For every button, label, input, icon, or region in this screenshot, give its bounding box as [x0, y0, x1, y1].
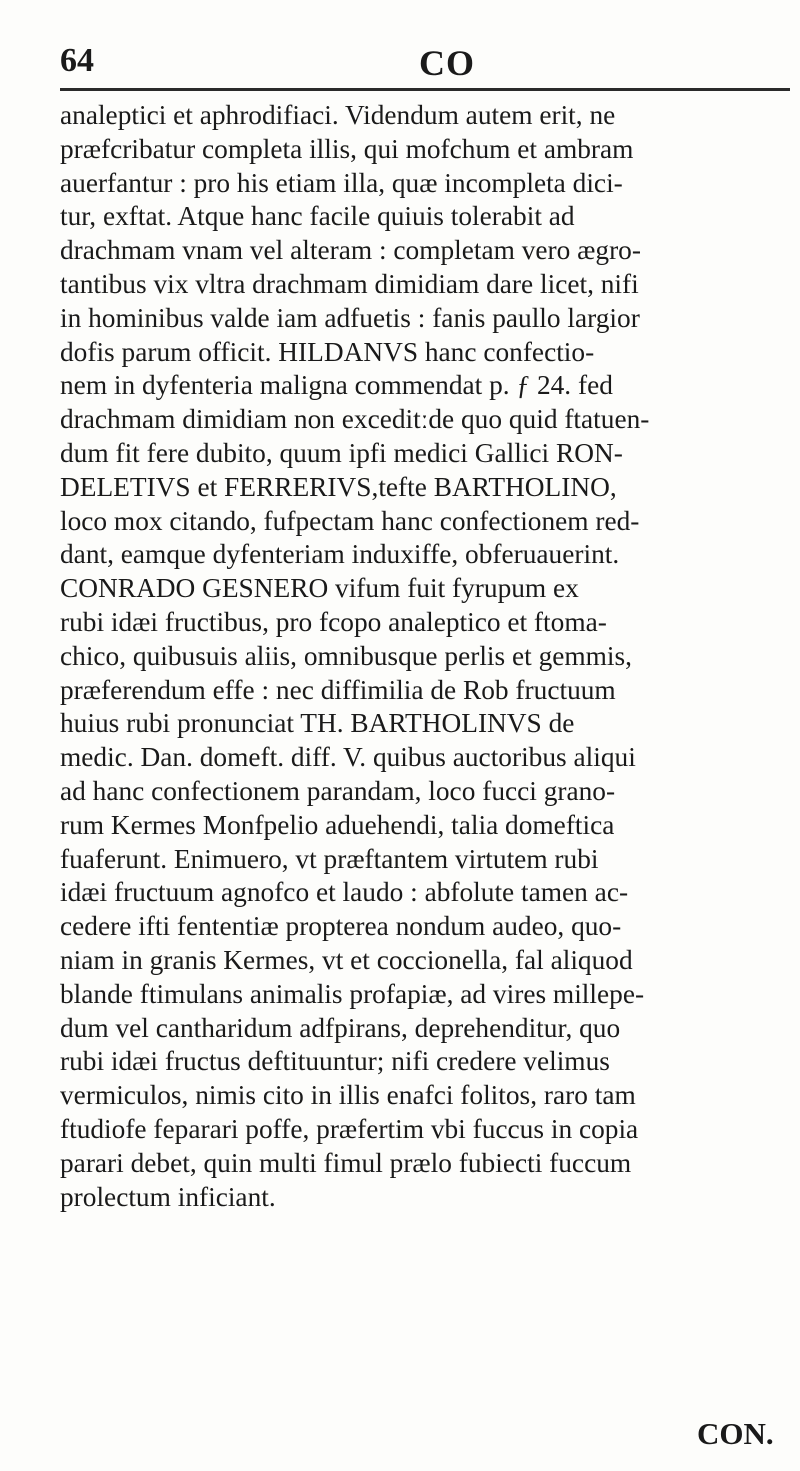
- running-head: CO: [419, 43, 475, 83]
- text-line: fuaferunt. Enimuero, vt præftantem virtutem rubi: [60, 842, 599, 874]
- text-line: rubi idæi fructus deftituuntur; nifi credere velimus: [60, 1045, 610, 1077]
- text-line: præferendum effe : nec diffimilia de Rob fructuum: [60, 673, 616, 705]
- text-line: drachmam dimidiam non exceditːde quo quid ftatuen-: [60, 403, 650, 435]
- text-line: parari debet, quin multi fimul prælo fubiecti fuccum: [60, 1146, 632, 1178]
- text-line: præfcribatur completa illis, qui mofchum et ambram: [60, 132, 634, 164]
- text-line: dum vel cantharidum adfpirans, deprehenditur, quo: [60, 1011, 621, 1043]
- text-line: chico, quibusuis aliis, omnibusque perlis et gemmis,: [60, 639, 633, 671]
- text-line: tur, exftat. Atque hanc facile quiuis tolerabit ad: [60, 200, 575, 232]
- text-line: vermiculos, nimis cito in illis enafci folitos, raro tam: [60, 1079, 636, 1111]
- text-line: ftudiofe feparari poffe, præfertim vbi fuccus in copia: [60, 1112, 639, 1144]
- text-line: loco mox citando, fufpectam hanc confectionem red-: [60, 504, 640, 536]
- text-line: niam in granis Kermes, vt et coccionella, fal aliquod: [60, 943, 633, 975]
- text-line: rum Kermes Monfpelio aduehendi, talia domeftica: [60, 808, 615, 840]
- catchword: CON.: [697, 1416, 774, 1451]
- body-text: [60, 98, 792, 1213]
- header-rule: [60, 88, 790, 91]
- text-line: medic. Dan. domeft. diff. V. quibus auctoribus aliqui: [60, 741, 636, 773]
- text-line: prolectum inficiant.: [60, 1180, 276, 1212]
- text-line: analeptici et aphrodifiaci. Videndum autem erit, ne: [60, 99, 616, 130]
- text-line: idæi fructuum agnofco et laudo : abfolute tamen ac-: [60, 876, 629, 908]
- page-header: [60, 42, 790, 94]
- text-line: rubi idæi fructibus, pro fcopo analeptico et ftoma-: [60, 605, 607, 637]
- text-line: in hominibus valde iam adfuetis : fanis paullo largior: [60, 301, 640, 333]
- text-line: tantibus vix vltra drachmam dimidiam dare licet, nifi: [60, 267, 639, 299]
- text-line: blande ftimulans animalis profapiæ, ad vires millepe-: [60, 977, 645, 1009]
- text-line: dant, eamque dyfenteriam induxiffe, obferuauerint.: [60, 538, 620, 570]
- text-line: nem in dyfenteria maligna commendat p. ƒ 24. fed: [60, 369, 613, 401]
- text-line: cedere ifti fententiæ propterea nondum audeo, quo-: [60, 910, 622, 942]
- text-line: CONRADO GESNERO vifum fuit fyrupum ex: [60, 572, 579, 604]
- page-number: 64: [60, 42, 94, 79]
- text-line: ad hanc confectionem parandam, loco fucci grano-: [60, 774, 616, 806]
- text-line: auerfantur : pro his etiam illa, quæ incompleta dici-: [60, 166, 623, 198]
- text-line: drachmam vnam vel alteram : completam vero ægro-: [60, 234, 641, 266]
- text-line: huius rubi pronunciat TH. BARTHOLINVS de: [60, 707, 575, 739]
- text-line: DELETIVS et FERRERIVS,tefte BARTHOLINO,: [60, 470, 617, 502]
- text-line: dum fit fere dubito, quum ipfi medici Gallici RON-: [60, 436, 623, 468]
- text-line: dofis parum officit. HILDANVS hanc confectio-: [60, 335, 595, 367]
